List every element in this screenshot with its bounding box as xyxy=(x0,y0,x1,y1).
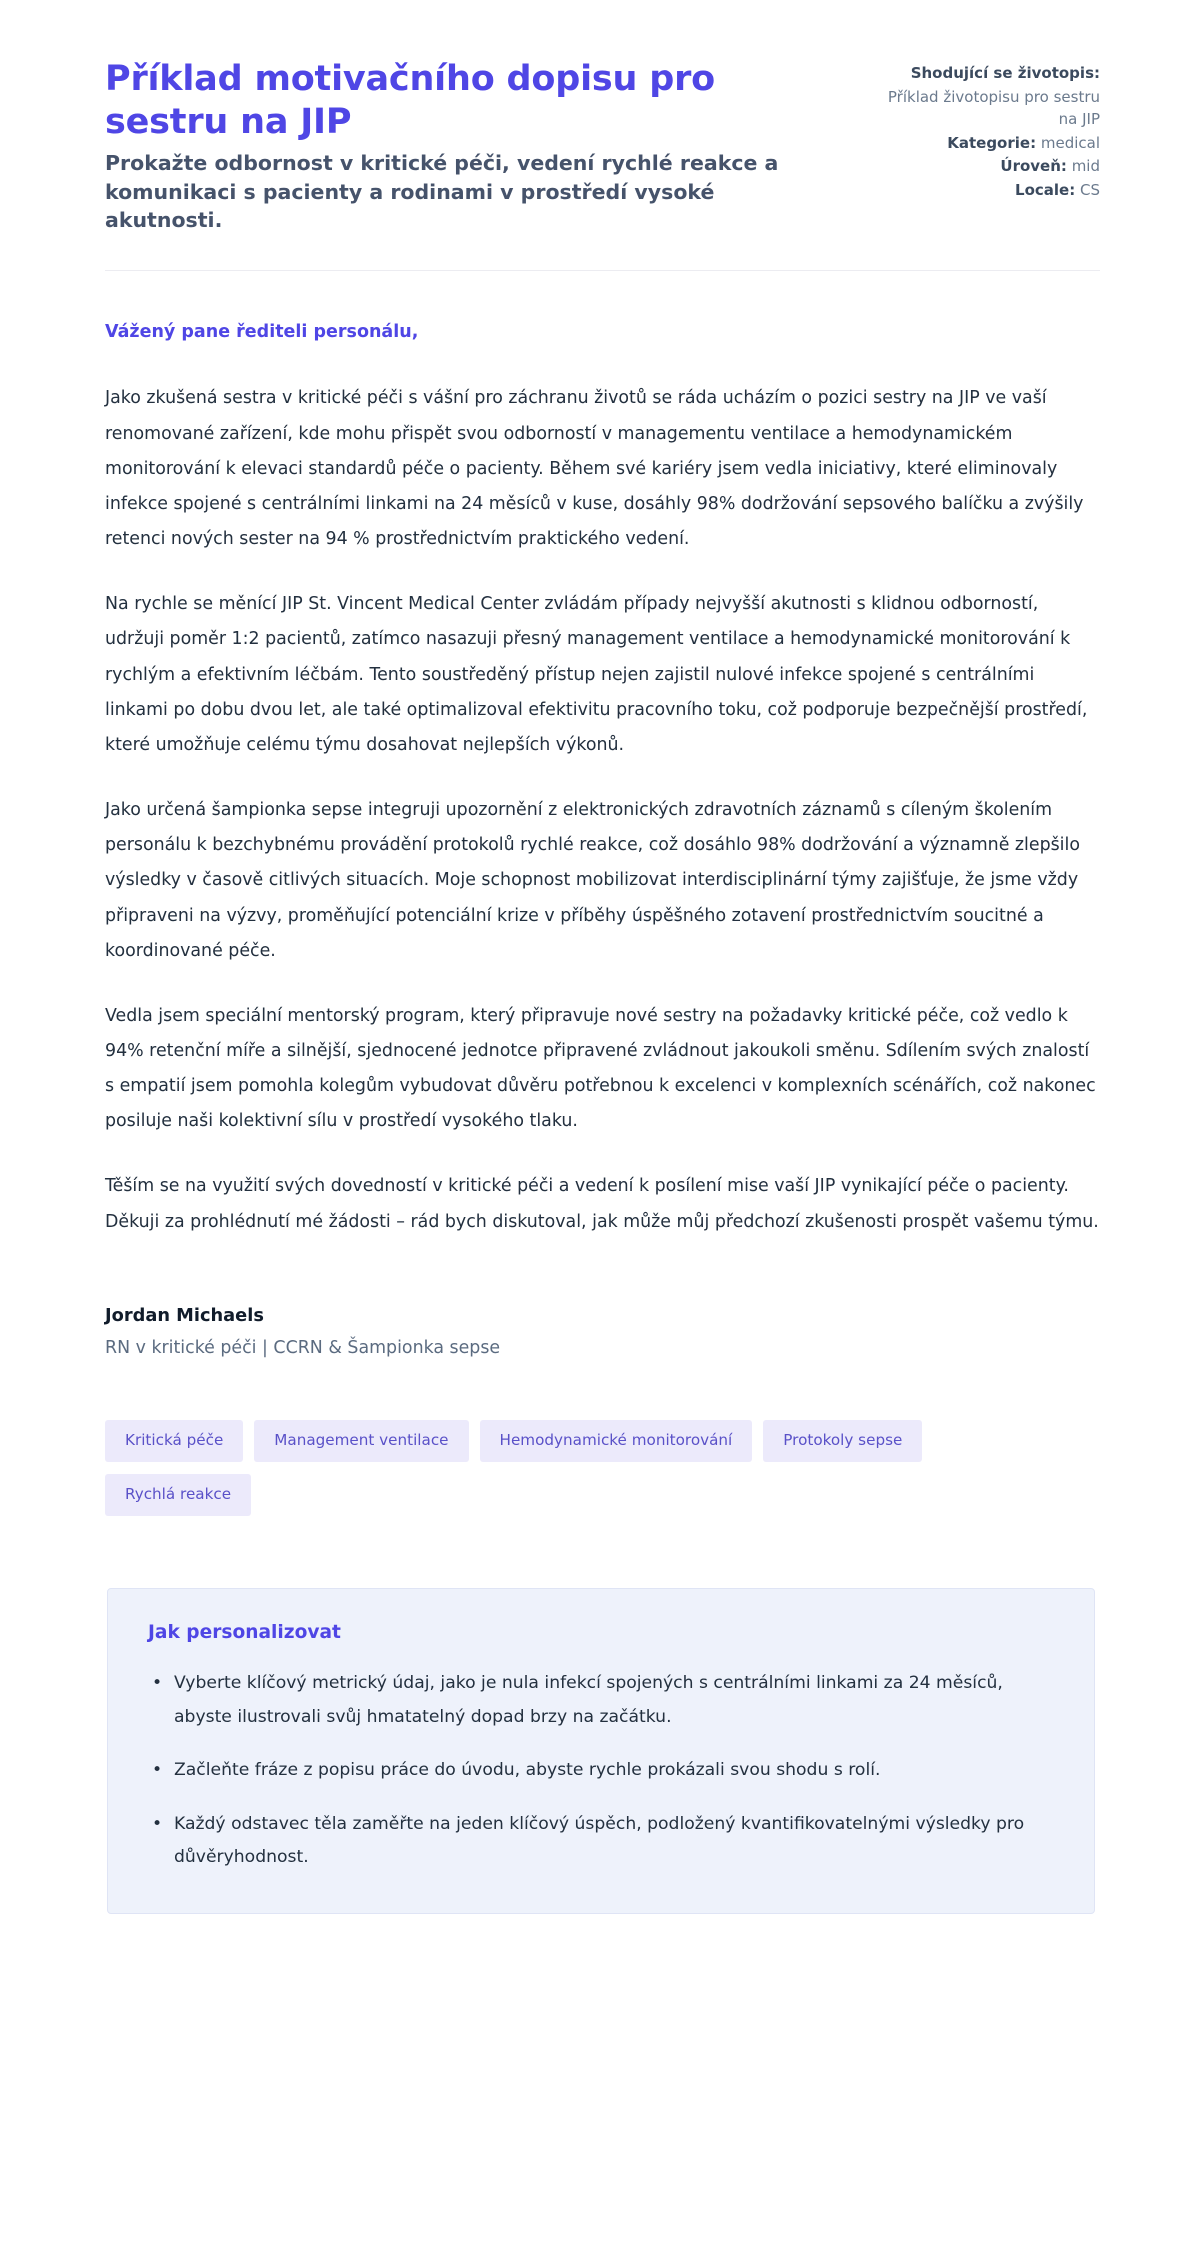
callout-tip-item: • Vyberte klíčový metrický údaj, jako je nula infekcí spojených s centrálními linkami za 24 měsíců, abyste ilustrovali svůj hmatatelný dopad brzy na začátku. xyxy=(148,1667,1054,1734)
callout-title: Jak personalizovat xyxy=(148,1622,341,1644)
level-label: Úroveň: xyxy=(1000,157,1067,175)
meta-locale xyxy=(870,179,1100,202)
body-paragraph-1: Jako zkušená sestra v kritické péči s vášní pro záchranu životů se ráda ucházím o pozici sestry na JIP ve vaší renomované zařízení, kde mohu přispět svou odborností v managementu ventilace a hemodynamickém monitorování k elevaci standardů péče o pacienty. Během své kariéry jsem vedla iniciativy, které eliminovaly infekce spojené s centrálními linkami na 24 měsíců v kuse, dosáhly 98% dodržování sepsového balíčku a zvýšily retenci nových sester na 94 % prostřednictvím praktického vedení. xyxy=(105,388,1084,550)
matching-resume-value: Příklad životopisu pro sestru na JIP xyxy=(887,87,1100,128)
tag-chip[interactable]: Management ventilace xyxy=(254,1420,468,1462)
body-paragraph-5: Těším se na využití svých dovedností v kritické péči a vedení k posílení mise vaší JIP vynikající péče o pacienty. Děkuji za prohlédnutí mé žádosti – rád bych diskutoval, jak může můj předchozí zkušenosti prospět vašemu týmu. xyxy=(105,1176,1099,1232)
category-value: medical xyxy=(1040,133,1100,152)
level-value: mid xyxy=(1071,157,1100,175)
bottom-spacer xyxy=(0,1914,1200,1984)
body-paragraph-2: Na rychle se měnící JIP St. Vincent Medical Center zvládám případy nejvyšší akutnosti s klidnou odborností, udržuji poměr 1:2 pacientů, zatímco nasazuji přesný management ventilace a hemodynamické monitorování k rychlým a efektivním léčbám. Tento soustředěný přístup nejen zajistil nulové infekce spojené s centrálními linkami po dobu dvou let, ale také optimalizoval efektivitu pracovního toku, což podporuje bezpečnější prostředí, které umožňuje celému týmu dosahovat nejlepších výkonů. xyxy=(105,594,1088,755)
document-metadata xyxy=(870,58,1100,202)
tag-list xyxy=(105,1420,1005,1516)
meta-category xyxy=(870,132,1100,155)
page-subtitle: Prokažte odbornost v kritické péči, vedení rychlé reakce a komunikaci s pacienty a rodinami v prostředí vysoké akutnosti. xyxy=(105,151,779,232)
letter-body xyxy=(0,319,1200,1516)
tag-chip[interactable]: Protokoly sepse xyxy=(763,1420,922,1462)
body-paragraph-3: Jako určená šampionka sepse integruji upozornění z elektronických zdravotních záznamů s cíleným školením personálu k bezchybnému provádění protokolů rychlé reakce, což dosáhlo 98% dodržování a významně zlepšilo výsledky v časově citlivých situacích. Moje schopnost mobilizovat interdisciplinární týmy zajišťuje, že jsme vždy připraveni na výzvy, proměňující potenciální krize v příběhy úspěšného zotavení prostřednictvím soucitné a koordinované péče. xyxy=(105,800,1080,961)
header-divider xyxy=(105,270,1100,271)
personalization-callout xyxy=(107,1588,1095,1914)
signature-name: Jordan Michaels xyxy=(105,1304,264,1326)
meta-matching-resume-value xyxy=(870,86,1100,131)
matching-resume-label: Shodující se životopis: xyxy=(910,64,1100,82)
meta-level xyxy=(870,155,1100,178)
body-paragraph-4: Vedla jsem speciální mentorský program, který připravuje nové sestry na požadavky kritické péče, což vedlo k 94% retenční míře a silnější, sjednocené jednotce připravené zvládnout jakoukoli směnu. Sdílením svých znalostí s empatií jsem pomohla kolegům vybudovat důvěru potřebnou k excelenci v komplexních scénářích, což nakonec posiluje naši kolektivní sílu v prostředí vysokého tlaku. xyxy=(105,1005,1096,1132)
meta-matching-resume-label xyxy=(870,62,1100,85)
callout-tip-item: • Každý odstavec těla zaměřte na jeden klíčový úspěch, podložený kvantifikovatelnými výsledky pro důvěryhodnost. xyxy=(148,1808,1054,1875)
tag-chip[interactable]: Hemodynamické monitorování xyxy=(480,1420,753,1462)
callout-tip-item: • Začleňte fráze z popisu práce do úvodu, abyste rychle prokázali svou shodu s rolí. xyxy=(148,1754,1054,1788)
page-title: Příklad motivačního dopisu pro sestru na JIP xyxy=(105,59,715,142)
page-header xyxy=(0,0,1200,234)
signature-role: RN v kritické péči | CCRN & Šampionka sepse xyxy=(105,1338,501,1359)
salutation: Vážený pane řediteli personálu, xyxy=(105,322,419,343)
tag-chip[interactable]: Kritická péče xyxy=(105,1420,243,1462)
callout-tips-list xyxy=(148,1667,1054,1875)
header-title-block xyxy=(105,58,805,234)
locale-value: CS xyxy=(1080,180,1100,199)
locale-label: Locale: xyxy=(1015,180,1076,199)
signature-block xyxy=(105,1302,1100,1364)
category-label: Kategorie: xyxy=(947,133,1037,152)
tag-chip[interactable]: Rychlá reakce xyxy=(105,1474,251,1516)
